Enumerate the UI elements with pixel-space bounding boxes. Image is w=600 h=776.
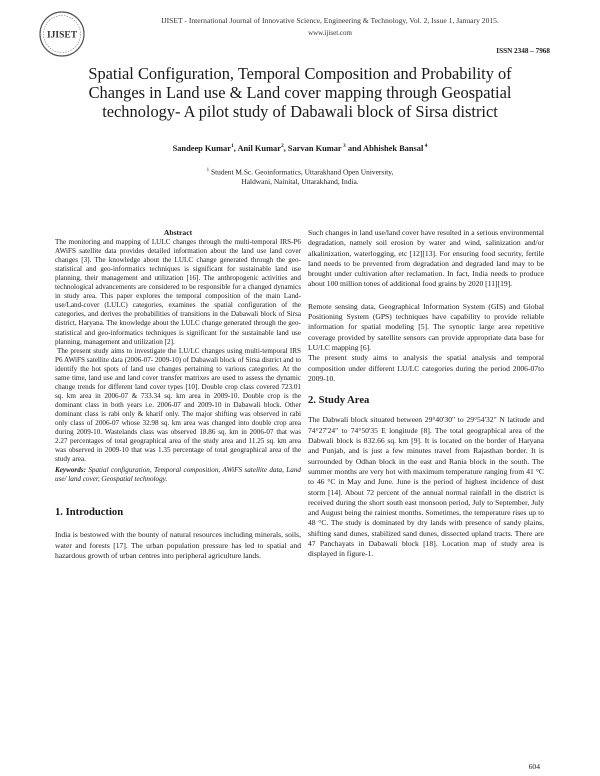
author-sup: 2 xyxy=(280,143,284,149)
author-sep: and xyxy=(345,143,364,153)
title-line: Changes in Land use & Land cover mapping through Geospatial xyxy=(88,83,512,102)
keywords xyxy=(55,466,301,484)
author-sup: 1 xyxy=(230,143,234,149)
body-paragraph: Remote sensing data, Geographical Information System (GIS) and Global Positioning System (GPS) techniques have capability to provide reliable information for spatial modeling [5]. The synoptic large area repetitive coverage provided by satellite sensors can provide appropriate data base for LU/LC mapping [6]. xyxy=(308,301,544,352)
abstract-heading: Abstract xyxy=(163,228,193,237)
study-area-paragraph: The Dabwali block situated between 29°40'30" to 29°54'32" N latitude and 74°27'24" to 74°50'35 E longitude [8]. The total geographical area of the Dabwali block is 832.66 sq. km [9]. It is located on the border of Haryana and Punjab, and is just a few minutes travel from Rajasthan border. It is surrounded by Odhan block in the east and Rania block in the south. The summer months are very hot with maximum temperature ranging from 41 °C to 46 °C in May and June. June is the period of highest incidence of dust storm [14]. About 72 percent of the annual normal rainfall in the district is received during the short south east monsoon period, July to September, July and August being the rainiest months. Sometimes, the temperature rises up to 48 °C. The study is dominated by dry lands with presence of sandy plains, shifting sand dunes, stabilized sand dunes, dissected upland tracts. There are 47 Panchayats in Dabawali block [18]. Location map of study area is displayed in figure-1. xyxy=(308,415,544,559)
abstract-paragraph: The present study aims to investigate the LU/LC changes using multi-temporal IRS P6 AWiFS satellite data (2006-07- 2009-10) of Dabawali block of Sirsa district and to identify the hot spots of land use changes pertaining to various categories. At the same time, land use and land cover transfer matrixes are used to assess the dynamic change trends for different land cover types [10]. Double crop class covered 723.01 sq. km area in 2006-07 & 733.34 sq. km area in 2009-10. Double crop is the dominant class in both years i.e. 2006-07 and 2009-10 in Dabawali block. Other dominant class is rabi only & kharif only. The major shifting was observed in rabi only class of 2006-07 whose 32.98 sq. km area was changed into double crop area during 2009-10. Wastelands class was observed 18.86 sq. km in 2006-07 that was 2.27 percentages of total geographical area of the study area and 11.25 sq. km area was observed in 2009-10 that was 1.35 percentage of total geographical area of the study area. xyxy=(55,346,301,464)
section-heading-study-area: 2. Study Area xyxy=(308,395,370,407)
author-name: Abhishek Bansal xyxy=(363,143,424,153)
logo-text: IJISET xyxy=(46,30,78,41)
journal-logo xyxy=(38,10,86,58)
author-sup: 3 xyxy=(341,143,346,149)
author-sup: 4 xyxy=(423,143,428,149)
body-paragraph: Such changes in land use/land cover have resulted in a serious environmental degradation, namely soil erosion by water and wind, salinization and/or alkalinization, waterlogging, etc [12][13]. For ensuring food security, fertile land needs to be prevented from degradation and degraded land may to be brought under cultivation after reclamation. In fact, India needs to produce about 100 million tones of additional food grains by 2020 [11][19]. xyxy=(308,228,544,289)
title-line: technology- A pilot study of Dabawali block of Sirsa district xyxy=(102,102,498,121)
affiliation-sup: 1 xyxy=(206,168,210,173)
intro-paragraph: India is bestowed with the bounty of natural resources including minerals, soils, water and forests [17]. The urban population pressure has led to spatial and hazardous growth of urban centres into peripheral agriculture lands. xyxy=(55,530,301,560)
right-column xyxy=(308,228,544,560)
keywords-text: Spatial configuration, Temporal composition, AWiFS satellite data, Land use/ land cover, Geospatial technology. xyxy=(55,466,301,484)
affiliation xyxy=(150,166,450,187)
body-paragraph: The present study aims to analysis the spatial analysis and temporal composition under different LU/LC categories during the period 2006-07to 2009-10. xyxy=(308,353,544,383)
paper-title xyxy=(40,64,560,121)
journal-header: IJISET - International Journal of Innovative Science, Engineering & Technology, Vol. 2, Issue 1, January 2015. xyxy=(161,16,499,25)
title-line: Spatial Configuration, Temporal Composition and Probability of xyxy=(88,64,512,83)
author-name: Sarvan Kumar xyxy=(287,143,342,153)
affiliation-line: Haldwani, Nainital, Uttarakhand, India. xyxy=(241,177,359,187)
author-sep: , xyxy=(233,143,238,153)
journal-website[interactable]: www.ijiset.com xyxy=(308,29,352,37)
page-number: 604 xyxy=(528,762,540,771)
issn: ISSN 2348 – 7968 xyxy=(496,47,550,55)
author-sep: , xyxy=(283,143,288,153)
author-name: Sandeep Kumar xyxy=(172,143,231,153)
keywords-label: Keywords: xyxy=(55,466,86,475)
section-heading-introduction: 1. Introduction xyxy=(55,507,124,519)
author-name: Anil Kumar xyxy=(237,143,281,153)
left-column xyxy=(55,228,301,561)
affiliation-line: Student M.Sc. Geoinformatics, Uttarakhand Open University, xyxy=(209,167,394,177)
author-list xyxy=(40,143,560,153)
abstract-paragraph: The monitoring and mapping of LULC changes through the multi-temporal IRS-P6 AWiFS satellite data provides detailed information about the land use land cover changes [3]. The knowledge about the LULC change generated through the geo-statistical and geo-informatics techniques is significant for sustainable land use planning, their management and utilization [16]. The anthropogenic activities and technological advancements are considered to be responsible for a changed dynamics in study area. This paper explores the temporal composition of the main Land-use/Land-cover (LULC) categories, examines the spatial configuration of the categories, and derives the probabilities of transitions in the Dabawali block of Sirsa district, Haryana. The knowledge about the LULC change generated through the geo-statistical and geo-informatics techniques is significant for the sustainable land use planning, management and utilization [2]. xyxy=(55,238,301,346)
